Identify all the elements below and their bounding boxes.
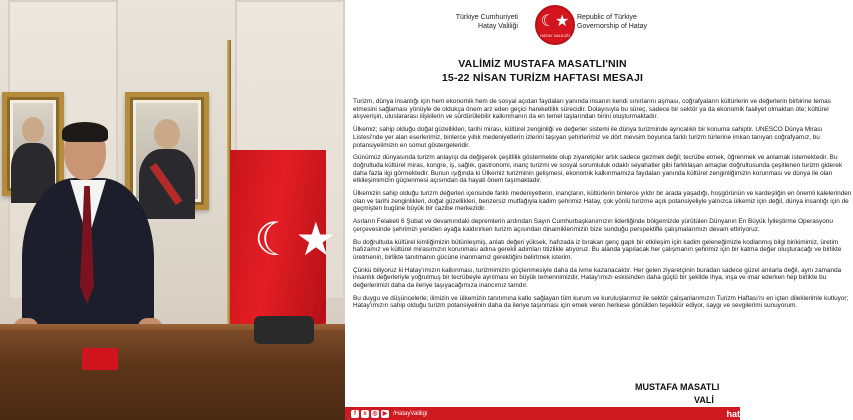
desk-phone: [254, 316, 314, 344]
paragraph: Turizm, dünya insanlığı için hem ekonomik hem de sosyal açıdan faydaları yanında insanın kendi sınırlarını aşması, coğrafyaların kültürlerin ve değerlerin birbirine temas etmesini sağlaması yönüyle de oldukça önem arz eden geçici hareketlilik sürecidir. Dolayısıyla bu süreç, sadece bir sektör ya da ekonomik faaliyet olmaktan öte; kültürel alışverişin, uluslararası ilişkilerin ve sürdürülebilir kalkınmanın da en temel taşlarından birini oluşturmaktadır.: [353, 98, 831, 121]
paragraph: Ülkemizin sahip olduğu turizm değerleri içerisinde farklı medeniyetlerin, inançların, kültürlerin binlerce yıldır bir arada yaşadığı, hoşgörünün ve kardeşliğin en önemli kalelerinden olan ve tarihi zenginlikleri, doğal güzellikleri, benzersiz mutfağıyla kadim şehrimiz Hatay, çok yönlü turizme açık potansiyeliyle yalnızca ülkemiz için değil, dünya insanlığı için de geçmişten bugüne büyük bir cazibe merkezidir.: [353, 190, 852, 213]
governor-photo: [0, 0, 345, 420]
header-left: [378, 13, 518, 31]
crescent-star-icon: ☾★: [254, 212, 337, 266]
message-title-line1: VALİMİZ MUSTAFA MASATLI'NIN: [458, 58, 627, 70]
header-left-line2: Hatay Valiliği: [478, 23, 518, 30]
desk-flag: [82, 348, 118, 370]
logo-text: HATAY VALİLİĞİ: [540, 33, 570, 38]
paragraph: Bu doğrultuda kültürel kimliğimizin bütünleşmiş, anlatı değeri yüksek, hafızada iz bırakan genç gaplı bir etkileşim için kadim geleneğimizle kodlanmış bilgi birikimimiz, üretim hafızamız ve kültürel mirasımızın korunması adına gerekli adımları titizlikle atıyoruz. Bu alanda yapılacak her çalışmanın şehrimiz için bir katma değer oluşturacağı ve birlikte üretmenin, birlikte tanıtmanın gücüne inanmamız gerektiğini belirtmek isterim.: [353, 238, 842, 261]
instagram-icon[interactable]: ◎: [372, 410, 378, 417]
social-handle[interactable]: /HatayValiligi: [393, 410, 428, 417]
message-document: [345, 0, 852, 420]
message-body: [353, 98, 853, 315]
x-icon[interactable]: x: [361, 410, 369, 418]
paragraph: Günümüz dünyasında turizm anlayışı da değişerek çeşitlilik göstermekte olup ziyaretçiler artık sadece gezmek değil; tecrübe etmek, öğrenmek ve anlamak istemektedir. Bu doğrultuda kültürel miras, kongre, iş, sağlık, gastronomi, inanç turizmi ve sosyal sorumluluk odaklı seyahatler gibi farklılaşan amaçlar doğrultusunda çeşitlenen turizm giderek daha fazla ilgi görmektedir. Bunun ışığında ki Ülkemiz turizminin gelişmesi, ekonomik kalkınmamıza faydaları yanında kültürel zenginliğimizin korunması ve dünya ile olan etkileşimimizin güçlenmesi açısından da hayati önem taşımaktadır.: [353, 154, 843, 185]
facebook-icon[interactable]: f: [351, 410, 359, 418]
youtube-icon[interactable]: ▶: [382, 410, 388, 417]
paragraph: Asrların Felaketi 6 Şubat ve devamındaki depremlerin ardından Sayın Cumhurbaşkanımızın liderliğinde bölgemizde yürütülen Dünyanın En Büyük İyileştirme Operasyonu çerçevesinde şehrimizi yeniden ayağa kaldırırken turizm açısından dinamiklerimizin bize sunduğu perspektifle çalışmalarımızı devam ettiriyoruz.: [353, 218, 833, 233]
turkish-flag: [230, 150, 337, 335]
message-title-line2: 15-22 NİSAN TURİZM HAFTASI MESAJI: [441, 72, 644, 84]
header-left-line1: Türkiye Cumhuriyeti: [455, 14, 518, 21]
header-right-line1: Republic of Türkiye: [577, 14, 637, 21]
person-hair: [62, 122, 108, 142]
hatay-governorship-logo: [535, 5, 575, 45]
paragraph: Çünkü biliyoruz ki Hatay'ımızın kalkınması, turizmimizin güçlenmesiyle daha da ivme kazanacaktır. Her gelen ziyaretçinin buradan sadece güzel anılarla değil, aynı zamanda insanlık değerleriyle yoğrulmuş bir tecrübeyle ayrılması en büyük temennimizdir. Hatay'ımızı eskisinden daha güçlü bir şekilde ihya, inşa ve imar ederken hep birlikte bu değerlerimizi daha da ileriye taşıyacağımıza inancımız tamdır.: [353, 266, 842, 290]
header-right: [577, 13, 717, 31]
header-right-line2: Governorship of Hatay: [577, 23, 648, 30]
signature-name: MUSTAFA MASATLI: [635, 382, 720, 392]
footer-brand: hatay: [726, 409, 750, 419]
footer-bar: [345, 407, 750, 420]
signature-role: VALİ: [694, 395, 714, 405]
logo-crest-icon: ☾★: [540, 11, 570, 30]
paragraph: Ülkemiz; sahip olduğu doğal güzellikleri, tarihi mirası, kültürel zenginliği ve değerler sistemi ile dünya turizminde ayrıcalıklı bir konuma sahiptir. UNESCO Dünya Mirası Listesi'nde yer alan eserlerimiz, binlerce yıllık medeniyetlerin izlerini taşıyan şehirlerimiz ve dört mevsim boyunca farklı turizm türlerine imkan tanıyan coğrafyamız, bu potansiyelimizin en somut göstergeleridir.: [353, 126, 823, 149]
paragraph: Bu duygu ve düşüncelerle; ilimizin ve ülkemizin tanıtımına katkı sağlayan tüm kurum ve kuruluşlarımız ile sektör çalışanlarımızın Turizm Haftası'nı en içten dileklerimle kutluyor; Hatay'ımızın sahip olduğu turizm potansiyelinin daha da ileriye taşınması için emek veren herkese gönülden teşekkür ediyor, saygı ve sevgilerimi sunuyorum.: [353, 294, 849, 310]
portrait-frame-president: [125, 92, 209, 210]
portrait-frame-ataturk: [2, 92, 64, 196]
